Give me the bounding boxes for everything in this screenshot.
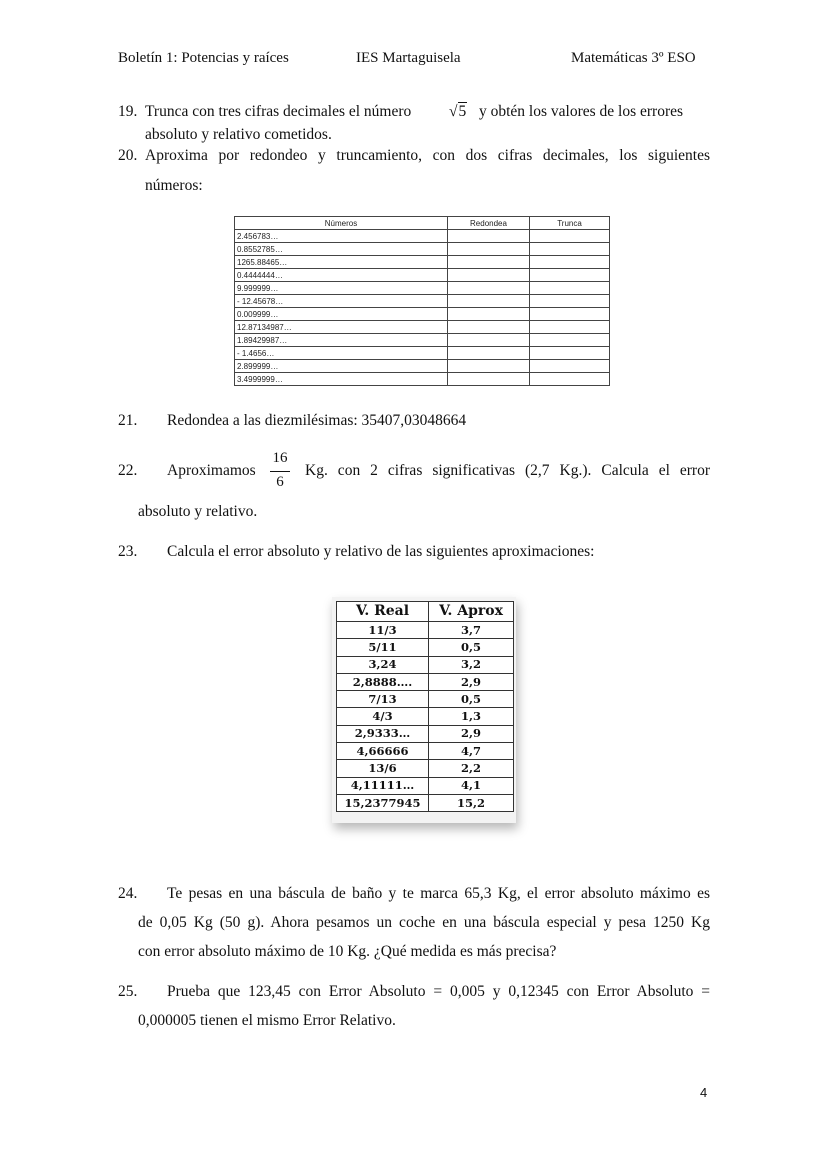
table-row bbox=[235, 308, 610, 321]
round-cell bbox=[448, 243, 530, 256]
fraction-bar bbox=[270, 471, 290, 472]
approximations-table-image bbox=[332, 597, 516, 823]
number-cell: - 1.4656… bbox=[235, 347, 448, 360]
number-cell: 9.999999… bbox=[235, 282, 448, 295]
q22-text-b: Kg. con 2 cifras significativas (2,7 Kg.). Calcula el error bbox=[305, 462, 710, 479]
q24-number: 24. bbox=[118, 885, 138, 902]
trunc-cell bbox=[530, 295, 610, 308]
trunc-cell bbox=[530, 243, 610, 256]
col-header-numeros: Números bbox=[235, 217, 448, 230]
real-cell: 15,2377945 bbox=[337, 794, 429, 811]
real-cell: 7/13 bbox=[337, 691, 429, 708]
fraction-denominator: 6 bbox=[276, 474, 284, 490]
q21-number: 21. bbox=[118, 412, 138, 429]
table-row bbox=[337, 673, 514, 690]
round-cell bbox=[448, 230, 530, 243]
q24-text-b: de 0,05 Kg (50 g). Ahora pesamos un coche en una báscula especial y pesa 1250 Kg bbox=[138, 914, 710, 931]
number-cell: - 12.45678… bbox=[235, 295, 448, 308]
table-row bbox=[337, 725, 514, 742]
real-cell: 2,9333… bbox=[337, 725, 429, 742]
table-row bbox=[235, 373, 610, 386]
number-cell: 1.89429987… bbox=[235, 334, 448, 347]
trunc-cell bbox=[530, 256, 610, 269]
fraction-numerator: 16 bbox=[272, 450, 288, 466]
round-cell bbox=[448, 334, 530, 347]
table-row bbox=[235, 321, 610, 334]
q20-text-a: Aproxima por redondeo y truncamiento, con dos cifras decimales, los siguientes bbox=[145, 147, 710, 164]
round-cell bbox=[448, 360, 530, 373]
q25-text-a: Prueba que 123,45 con Error Absoluto = 0,005 y 0,12345 con Error Absoluto = bbox=[167, 983, 710, 1000]
round-cell bbox=[448, 308, 530, 321]
q25-number: 25. bbox=[118, 983, 138, 1000]
q19-text-b: y obtén los valores de los errores bbox=[479, 103, 684, 120]
aprox-cell: 0,5 bbox=[429, 639, 514, 656]
sqrt-sign: √ bbox=[449, 103, 458, 120]
table-row bbox=[235, 230, 610, 243]
aprox-cell: 2,9 bbox=[429, 673, 514, 690]
number-cell: 0.4444444… bbox=[235, 269, 448, 282]
trunc-cell bbox=[530, 308, 610, 321]
aprox-cell: 2,2 bbox=[429, 760, 514, 777]
q23-text: Calcula el error absoluto y relativo de las siguientes aproximaciones: bbox=[167, 543, 595, 560]
aprox-cell: 2,9 bbox=[429, 725, 514, 742]
q21-text: Redondea a las diezmilésimas: 35407,03048664 bbox=[167, 412, 467, 429]
trunc-cell bbox=[530, 282, 610, 295]
aprox-cell: 15,2 bbox=[429, 794, 514, 811]
round-cell bbox=[448, 256, 530, 269]
real-cell: 5/11 bbox=[337, 639, 429, 656]
q19-number: 19. bbox=[118, 103, 138, 120]
round-cell bbox=[448, 295, 530, 308]
q24-text-c: con error absoluto máximo de 10 Kg. ¿Qué medida es más precisa? bbox=[138, 943, 557, 960]
aprox-cell: 0,5 bbox=[429, 691, 514, 708]
q20-text-b: números: bbox=[145, 177, 203, 194]
q22-text-a: Aproximamos bbox=[167, 462, 256, 479]
trunc-cell bbox=[530, 373, 610, 386]
table-row bbox=[235, 256, 610, 269]
table-row bbox=[337, 656, 514, 673]
real-cell: 4/3 bbox=[337, 708, 429, 725]
number-cell: 2.456783… bbox=[235, 230, 448, 243]
col-header-trunca: Trunca bbox=[530, 217, 610, 230]
col-header-aprox: V. Aprox bbox=[429, 602, 514, 622]
q24-text-a: Te pesas en una báscula de baño y te marca 65,3 Kg, el error absoluto máximo es bbox=[167, 885, 710, 902]
q22-number: 22. bbox=[118, 462, 138, 479]
approximations-table bbox=[336, 601, 514, 812]
header-center: IES Martaguisela bbox=[356, 50, 461, 66]
page-number: 4 bbox=[700, 1085, 708, 1100]
table-row bbox=[337, 691, 514, 708]
q23-number: 23. bbox=[118, 543, 138, 560]
trunc-cell bbox=[530, 230, 610, 243]
sqrt-symbol bbox=[449, 101, 467, 123]
table-row bbox=[337, 639, 514, 656]
round-cell bbox=[448, 282, 530, 295]
col-header-real: V. Real bbox=[337, 602, 429, 622]
header-left: Boletín 1: Potencias y raíces bbox=[118, 50, 289, 66]
aprox-cell: 1,3 bbox=[429, 708, 514, 725]
number-cell: 0.009999… bbox=[235, 308, 448, 321]
round-cell bbox=[448, 373, 530, 386]
table-row bbox=[337, 760, 514, 777]
table-row bbox=[235, 360, 610, 373]
table-row bbox=[235, 295, 610, 308]
table-row bbox=[235, 282, 610, 295]
number-cell: 3.4999999… bbox=[235, 373, 448, 386]
header-right: Matemáticas 3º ESO bbox=[571, 50, 696, 66]
trunc-cell bbox=[530, 347, 610, 360]
number-cell: 12.87134987… bbox=[235, 321, 448, 334]
number-cell: 1265.88465… bbox=[235, 256, 448, 269]
real-cell: 4,66666 bbox=[337, 743, 429, 760]
table-row bbox=[235, 334, 610, 347]
q25-text-b: 0,000005 tienen el mismo Error Relativo. bbox=[138, 1012, 396, 1029]
number-cell: 0.8552785… bbox=[235, 243, 448, 256]
real-cell: 3,24 bbox=[337, 656, 429, 673]
trunc-cell bbox=[530, 334, 610, 347]
aprox-cell: 3,2 bbox=[429, 656, 514, 673]
trunc-cell bbox=[530, 269, 610, 282]
table-row bbox=[337, 777, 514, 794]
q20-number: 20. bbox=[118, 147, 138, 164]
table-row bbox=[337, 743, 514, 760]
real-cell: 4,11111… bbox=[337, 777, 429, 794]
aprox-cell: 4,1 bbox=[429, 777, 514, 794]
round-cell bbox=[448, 321, 530, 334]
table-row bbox=[337, 622, 514, 639]
real-cell: 13/6 bbox=[337, 760, 429, 777]
q22-text-c: absoluto y relativo. bbox=[138, 503, 258, 520]
table-row bbox=[235, 347, 610, 360]
trunc-cell bbox=[530, 321, 610, 334]
q19-text-c: absoluto y relativo cometidos. bbox=[145, 126, 332, 143]
aprox-cell: 3,7 bbox=[429, 622, 514, 639]
real-cell: 11/3 bbox=[337, 622, 429, 639]
number-cell: 2.899999… bbox=[235, 360, 448, 373]
real-cell: 2,8888…. bbox=[337, 673, 429, 690]
table-row bbox=[235, 243, 610, 256]
trunc-cell bbox=[530, 360, 610, 373]
sqrt-radicand: 5 bbox=[458, 103, 467, 120]
q19-text-a: Trunca con tres cifras decimales el número bbox=[145, 103, 412, 120]
rounding-table bbox=[234, 216, 610, 386]
table-row bbox=[337, 794, 514, 811]
aprox-cell: 4,7 bbox=[429, 743, 514, 760]
table-row bbox=[337, 708, 514, 725]
table-row bbox=[235, 269, 610, 282]
round-cell bbox=[448, 347, 530, 360]
round-cell bbox=[448, 269, 530, 282]
col-header-redondea: Redondea bbox=[448, 217, 530, 230]
